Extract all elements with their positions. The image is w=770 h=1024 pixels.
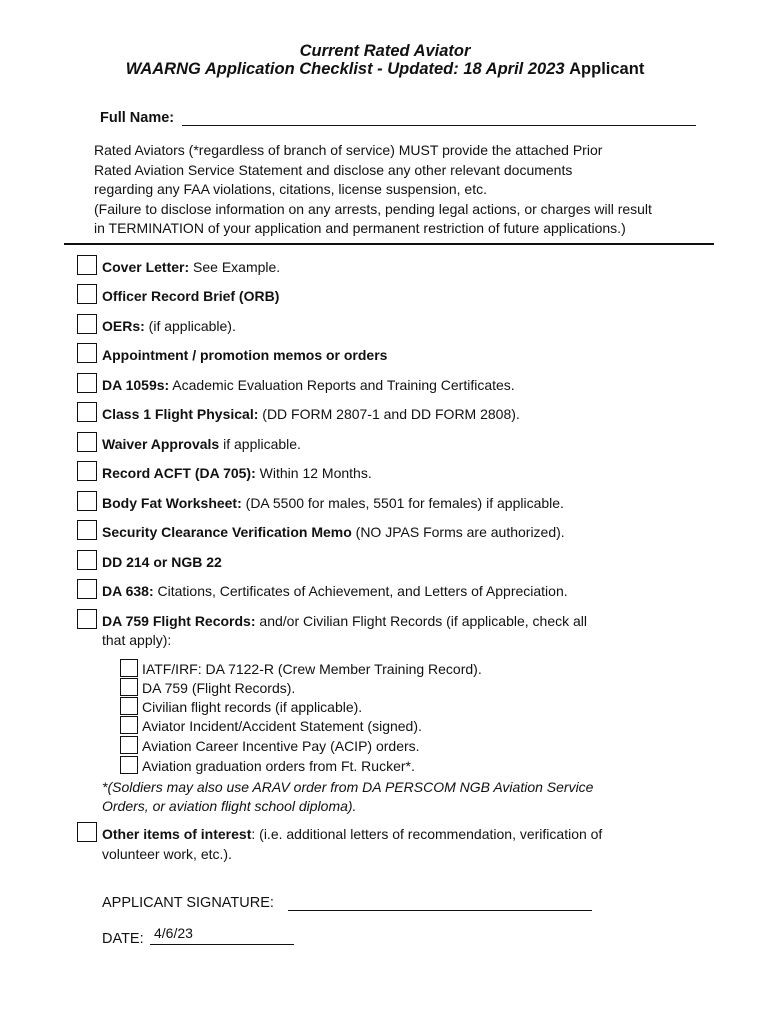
form-subtitle-applicant: Applicant [569,60,645,78]
checkbox-da-759[interactable] [120,678,138,696]
checklist-item-label [102,583,568,599]
intro-line: in TERMINATION of your application and permanent restriction of future applications.) [94,220,626,237]
checklist-item-label [102,465,372,481]
item-bold: Appointment / promotion memos or orders [102,347,388,363]
checklist-item-label [102,406,520,422]
intro-line: (Failure to disclose information on any arrests, pending legal actions, or charges will result [94,200,652,217]
checkbox-record-acft[interactable] [77,461,97,481]
checkbox-da-638[interactable] [77,579,97,599]
item-bold: Security Clearance Verification Memo [102,524,352,540]
item-rest: if applicable. [219,436,301,452]
item-rest: (if applicable). [144,318,236,334]
date-label: DATE: [102,931,144,947]
intro-paragraph [94,141,652,239]
sub-item-label: Aviator Incident/Accident Statement (signed). [142,718,422,734]
checkbox-dd-214[interactable] [77,550,97,570]
sub-item-label: DA 759 (Flight Records). [142,680,296,696]
checklist-item-label [102,377,515,393]
checklist-item-label [102,318,236,334]
checklist-item-label [102,554,222,570]
footnote [102,778,593,816]
sub-item-label: Aviation graduation orders from Ft. Rucker*. [142,758,415,774]
item-bold: Body Fat Worksheet: [102,495,242,511]
item-rest: Citations, Certificates of Achievement, and Letters of Appreciation. [153,583,568,599]
checkbox-graduation-orders[interactable] [120,756,138,774]
full-name-label: Full Name: [100,110,175,126]
item-rest: (NO JPAS Forms are authorized). [351,524,565,540]
item-bold: DA 1059s: [102,377,170,393]
checklist-item-label [102,495,564,511]
checkbox-civilian-flight-records[interactable] [120,697,138,715]
checkbox-da-759-flight-records[interactable] [77,609,97,629]
intro-line: Rated Aviators (*regardless of branch of service) MUST provide the attached Prior [94,142,603,158]
item-bold: Cover Letter: [102,259,190,275]
sub-item-label: Civilian flight records (if applicable). [142,699,363,715]
checkbox-waiver-approvals[interactable] [77,432,97,452]
signature-label: APPLICANT SIGNATURE: [102,895,274,911]
form-subtitle [0,60,770,79]
item-bold: OERs: [102,318,145,334]
checklist-item-label [102,613,587,629]
date-value: 4/6/23 [154,925,193,941]
checklist-item-label [102,826,602,842]
checkbox-orb[interactable] [77,284,97,304]
item-bold: DD 214 or NGB 22 [102,554,222,570]
item-rest: See Example. [189,259,281,275]
item-continuation: volunteer work, etc.). [102,846,232,862]
checkbox-appointment-memos[interactable] [77,343,97,363]
checkbox-incident-statement[interactable] [120,716,138,734]
item-bold: Waiver Approvals [102,436,220,452]
footnote-line: *(Soldiers may also use ARAV order from DA PERSCOM NGB Aviation Service [102,779,594,795]
checkbox-acip-orders[interactable] [120,736,138,754]
date-field[interactable] [150,944,294,945]
item-bold: Class 1 Flight Physical: [102,406,259,422]
signature-field[interactable] [288,910,592,911]
item-rest: Academic Evaluation Reports and Training Certificates. [169,377,515,393]
sub-item-label: Aviation Career Incentive Pay (ACIP) orders. [142,738,420,754]
intro-line: regarding any FAA violations, citations, license suspension, etc. [94,181,487,198]
checkbox-security-clearance[interactable] [77,520,97,540]
checkbox-other-items[interactable] [77,822,97,842]
checklist-item-label [102,288,279,304]
item-rest: and/or Civilian Flight Records (if applicable, check all [255,613,587,629]
item-bold: Record ACFT (DA 705): [102,465,256,481]
item-bold: Other items of interest [102,826,252,842]
checkbox-body-fat-worksheet[interactable] [77,491,97,511]
item-bold: DA 759 Flight Records: [102,613,256,629]
checklist-item-label [102,347,387,363]
checklist-item-label [102,259,280,275]
full-name-field[interactable] [182,125,696,126]
checkbox-oers[interactable] [77,314,97,334]
item-rest: Within 12 Months. [255,465,372,481]
item-continuation: that apply): [102,632,172,648]
footnote-line: Orders, or aviation flight school diploma). [102,798,357,814]
checklist-item-label [102,436,301,452]
item-bold: Officer Record Brief (ORB) [102,288,280,304]
checkbox-cover-letter[interactable] [77,255,97,275]
item-rest: : (i.e. additional letters of recommendation, verification of [251,826,603,842]
form-subtitle-italic: WAARNG Application Checklist - Updated: 18 April 2023 [125,60,565,78]
form-title: Current Rated Aviator [299,42,471,60]
section-divider [64,243,714,245]
checklist-item-label [102,524,565,540]
item-rest: (DD FORM 2807-1 and DD FORM 2808). [258,406,520,422]
sub-item-label: IATF/IRF: DA 7122-R (Crew Member Training Record). [142,661,482,677]
item-bold: DA 638: [102,583,154,599]
intro-line: Rated Aviation Service Statement and disclose any other relevant documents [94,161,573,178]
checkbox-da-1059s[interactable] [77,373,97,393]
checkbox-flight-physical[interactable] [77,402,97,422]
item-rest: (DA 5500 for males, 5501 for females) if applicable. [241,495,564,511]
checkbox-iatf-irf[interactable] [120,659,138,677]
